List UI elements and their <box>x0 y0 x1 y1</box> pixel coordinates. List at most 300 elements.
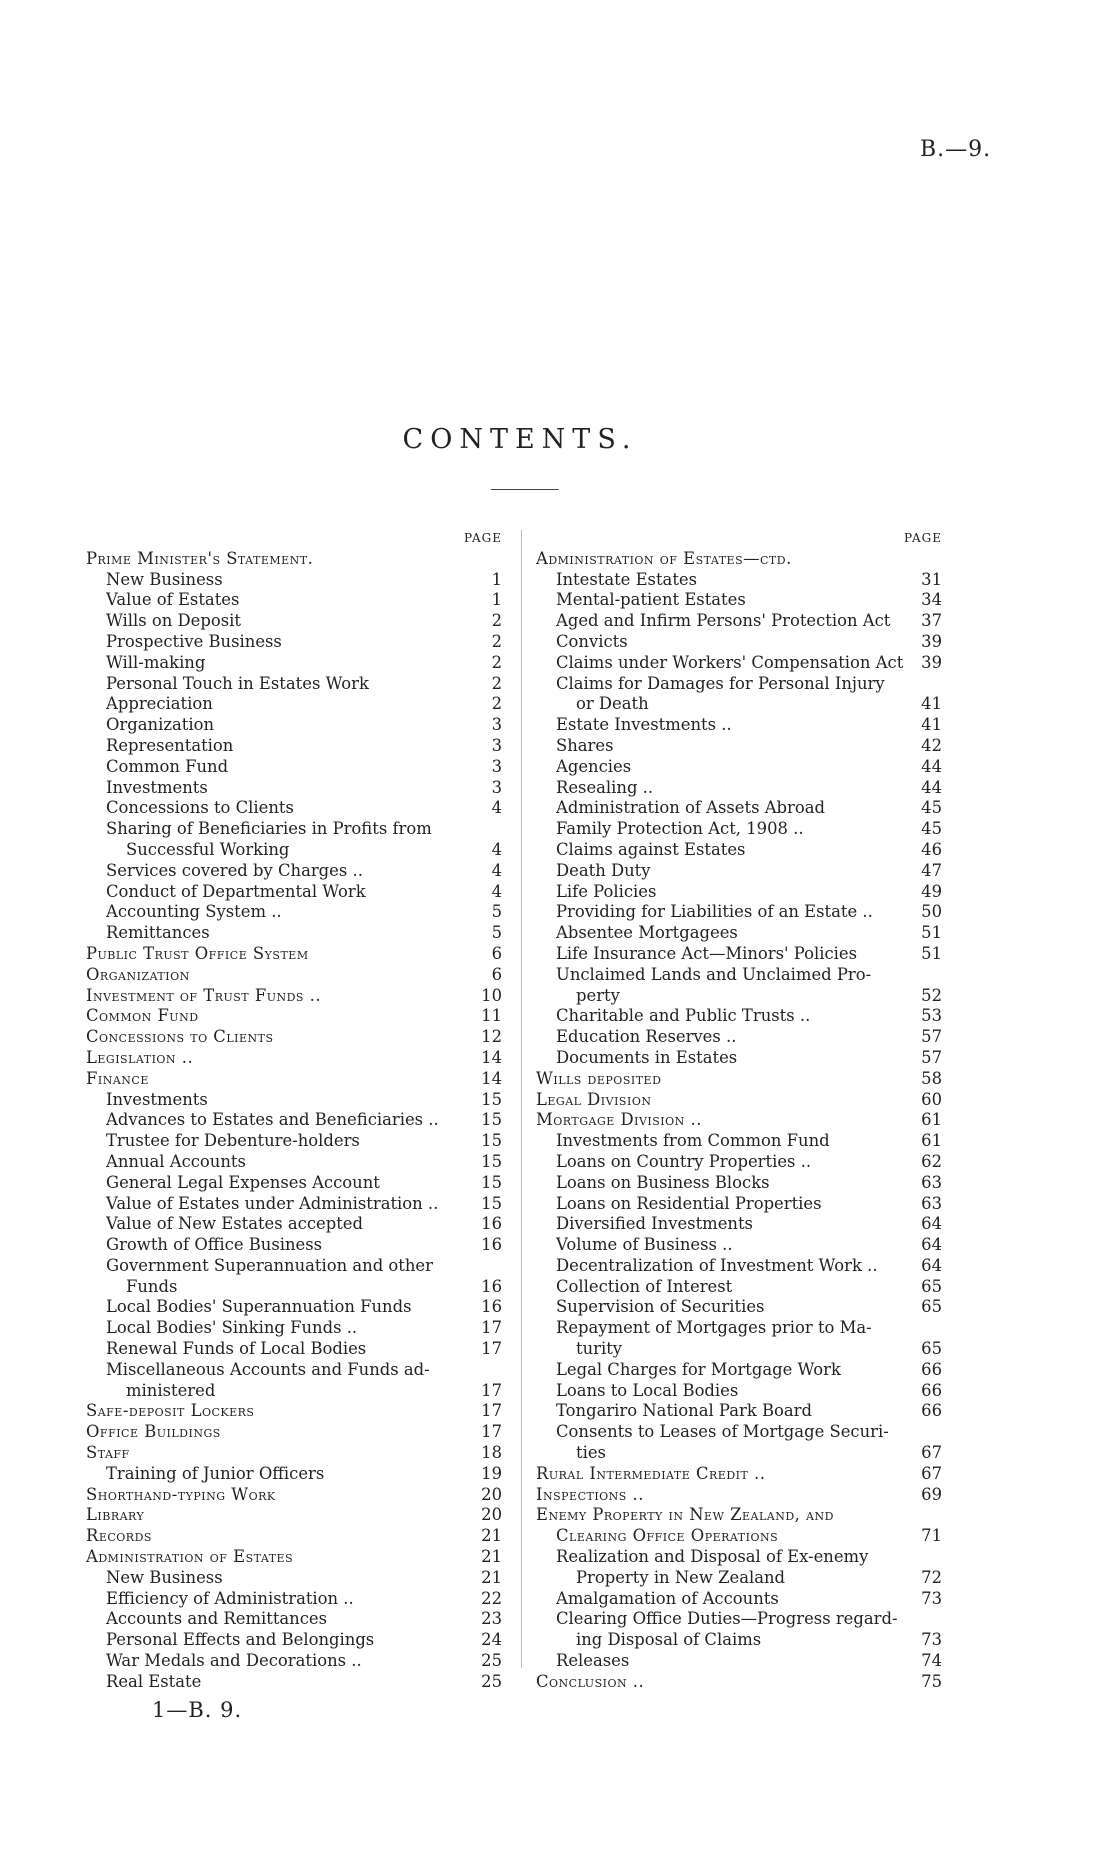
entry-page-number: 3 <box>491 735 502 755</box>
contents-entry <box>86 1048 502 1069</box>
contents-entry <box>86 1485 502 1506</box>
contents-entry <box>86 798 502 819</box>
entry-page-number: 72 <box>921 1567 942 1587</box>
entry-page-number: 1 <box>491 569 502 589</box>
entry-title: Records <box>86 1526 152 1546</box>
contents-entry <box>86 1401 502 1422</box>
entry-page-number: 63 <box>921 1193 942 1213</box>
entry-title: Repayment of Mortgages prior to Ma- <box>556 1318 872 1338</box>
contents-entry <box>536 1173 942 1194</box>
entry-page-number: 58 <box>921 1068 942 1088</box>
document-reference: B.—9. <box>920 137 992 162</box>
contents-entry <box>536 1464 942 1485</box>
contents-entry <box>536 1110 942 1131</box>
entry-page-number: 14 <box>481 1047 502 1067</box>
entry-title: Unclaimed Lands and Unclaimed Pro- <box>556 964 872 984</box>
contents-entry <box>536 882 942 903</box>
entry-page-number: 4 <box>491 881 502 901</box>
entry-page-number: 50 <box>921 902 942 922</box>
contents-entry <box>536 1214 942 1235</box>
entry-title: Growth of Office Business <box>106 1235 323 1255</box>
entry-page-number: 66 <box>921 1401 942 1421</box>
contents-entry <box>536 1090 942 1111</box>
entry-title: ministered <box>126 1380 216 1400</box>
contents-entry <box>86 611 502 632</box>
contents-entry <box>536 1672 942 1693</box>
entry-page-number: 52 <box>921 985 942 1005</box>
entry-page-number: 24 <box>481 1630 502 1650</box>
entry-title: Providing for Liabilities of an Estate .. <box>556 902 873 922</box>
entry-title: turity <box>576 1339 623 1359</box>
entry-page-number: 5 <box>491 923 502 943</box>
entry-title: Concessions to Clients <box>86 1027 274 1047</box>
entry-title: Personal Effects and Belongings <box>106 1630 375 1650</box>
entry-page-number: 10 <box>481 985 502 1005</box>
entry-title: Administration of Estates <box>86 1547 294 1567</box>
entry-page-number: 73 <box>921 1588 942 1608</box>
entry-page-number: 2 <box>491 652 502 672</box>
contents-entry <box>536 944 942 965</box>
entry-page-number: 22 <box>481 1588 502 1608</box>
contents-entry <box>536 902 942 923</box>
entry-page-number: 62 <box>921 1151 942 1171</box>
contents-entry <box>86 1630 502 1651</box>
entry-title: Absentee Mortgagees <box>556 923 738 943</box>
entry-title: Documents in Estates <box>556 1047 738 1067</box>
entry-page-number: 74 <box>921 1651 942 1671</box>
entry-page-number: 15 <box>481 1151 502 1171</box>
entry-title: Efficiency of Administration .. <box>106 1588 354 1608</box>
entry-page-number: 1 <box>491 590 502 610</box>
entry-title: Value of Estates <box>106 590 240 610</box>
entry-page-number: 2 <box>491 694 502 714</box>
contents-entry <box>86 1297 502 1318</box>
entry-page-number: 15 <box>481 1131 502 1151</box>
entry-title: Accounting System .. <box>106 902 282 922</box>
contents-entry <box>536 1401 942 1422</box>
contents-entry <box>536 1194 942 1215</box>
contents-entry <box>536 611 942 632</box>
contents-entry <box>536 1027 942 1048</box>
contents-entry <box>86 1651 502 1672</box>
entry-page-number: 18 <box>481 1443 502 1463</box>
entry-title: Resealing .. <box>556 777 654 797</box>
contents-entry <box>536 1443 942 1464</box>
contents-entry <box>86 1505 502 1526</box>
entry-page-number: 63 <box>921 1172 942 1192</box>
page-column-header: PAGE <box>904 531 942 545</box>
entry-page-number: 69 <box>921 1484 942 1504</box>
entry-title: General Legal Expenses Account <box>106 1172 380 1192</box>
contents-entry <box>86 840 502 861</box>
entry-title: Services covered by Charges .. <box>106 860 363 880</box>
entry-page-number: 17 <box>481 1422 502 1442</box>
entry-title: Investment of Trust Funds .. <box>86 985 322 1005</box>
contents-entry <box>86 1090 502 1111</box>
contents-entry <box>86 1339 502 1360</box>
entry-page-number: 15 <box>481 1193 502 1213</box>
contents-entry <box>536 1235 942 1256</box>
entry-title: Advances to Estates and Beneficiaries .. <box>106 1110 439 1130</box>
contents-entry <box>536 653 942 674</box>
entry-title: Loans on Country Properties .. <box>556 1151 812 1171</box>
entry-title: Government Superannuation and other <box>106 1255 433 1275</box>
entry-page-number: 41 <box>921 694 942 714</box>
entry-page-number: 12 <box>481 1027 502 1047</box>
column-divider <box>521 530 522 1668</box>
entry-page-number: 15 <box>481 1089 502 1109</box>
entry-title: Investments <box>106 1089 208 1109</box>
entry-title: ing Disposal of Claims <box>576 1630 762 1650</box>
contents-entry <box>86 1381 502 1402</box>
entry-page-number: 65 <box>921 1276 942 1296</box>
entry-page-number: 71 <box>921 1526 942 1546</box>
contents-entry <box>86 1526 502 1547</box>
contents-entry <box>536 549 942 570</box>
entry-title: Supervision of Securities <box>556 1297 765 1317</box>
entry-page-number: 21 <box>481 1526 502 1546</box>
entry-title: Loans on Business Blocks <box>556 1172 770 1192</box>
contents-entry <box>536 1547 942 1568</box>
contents-entry <box>86 1173 502 1194</box>
contents-entry <box>86 1027 502 1048</box>
entry-page-number: 25 <box>481 1651 502 1671</box>
entry-title: Common Fund <box>106 756 229 776</box>
entry-page-number: 31 <box>921 569 942 589</box>
title-rule <box>491 489 559 490</box>
contents-entry <box>536 1589 942 1610</box>
entry-page-number: 60 <box>921 1089 942 1109</box>
entry-page-number: 41 <box>921 715 942 735</box>
contents-entry <box>86 1589 502 1610</box>
entry-page-number: 17 <box>481 1339 502 1359</box>
entry-title: New Business <box>106 1567 223 1587</box>
entry-title: Aged and Infirm Persons' Protection Act <box>556 611 891 631</box>
contents-entry <box>536 736 942 757</box>
contents-entry <box>536 1277 942 1298</box>
entry-page-number: 2 <box>491 611 502 631</box>
contents-entry <box>536 1609 942 1630</box>
contents-entry <box>86 1214 502 1235</box>
entry-title: Claims under Workers' Compensation Act <box>556 652 904 672</box>
entry-page-number: 6 <box>491 964 502 984</box>
entry-page-number: 51 <box>921 923 942 943</box>
entry-title: Will-making <box>106 652 206 672</box>
entry-title: Loans on Residential Properties <box>556 1193 822 1213</box>
entry-page-number: 17 <box>481 1318 502 1338</box>
entry-title: Concessions to Clients <box>106 798 294 818</box>
contents-entry <box>86 653 502 674</box>
entry-page-number: 42 <box>921 735 942 755</box>
entry-page-number: 16 <box>481 1235 502 1255</box>
contents-entry <box>536 778 942 799</box>
entry-title: Organization <box>86 964 190 984</box>
contents-entry <box>536 1526 942 1547</box>
entry-title: New Business <box>106 569 223 589</box>
contents-entry <box>86 1256 502 1277</box>
entry-title: Wills on Deposit <box>106 611 241 631</box>
entry-title: Annual Accounts <box>106 1151 246 1171</box>
entry-page-number: 16 <box>481 1214 502 1234</box>
contents-entry <box>86 757 502 778</box>
contents-entry <box>86 902 502 923</box>
entry-page-number: 4 <box>491 860 502 880</box>
entry-page-number: 16 <box>481 1276 502 1296</box>
entry-title: Life Insurance Act—Minors' Policies <box>556 943 858 963</box>
contents-entry <box>536 861 942 882</box>
entry-page-number: 4 <box>491 798 502 818</box>
entry-page-number: 15 <box>481 1110 502 1130</box>
entry-title: Staff <box>86 1443 130 1463</box>
contents-entry <box>536 1048 942 1069</box>
entry-page-number: 15 <box>481 1172 502 1192</box>
contents-entry <box>86 819 502 840</box>
contents-entry <box>86 570 502 591</box>
entry-title: Real Estate <box>106 1671 202 1691</box>
contents-entry <box>536 1485 942 1506</box>
entry-page-number: 65 <box>921 1297 942 1317</box>
contents-column-right <box>536 528 942 1693</box>
contents-entry <box>86 1235 502 1256</box>
contents-entry <box>86 1672 502 1693</box>
entry-title: Remittances <box>106 923 210 943</box>
entry-title: Family Protection Act, 1908 .. <box>556 819 804 839</box>
entry-page-number: 3 <box>491 756 502 776</box>
contents-entry <box>536 1505 942 1526</box>
page-column-header: PAGE <box>464 531 502 545</box>
entry-page-number: 17 <box>481 1380 502 1400</box>
entry-page-number: 44 <box>921 756 942 776</box>
entry-page-number: 49 <box>921 881 942 901</box>
contents-entry <box>536 1131 942 1152</box>
entry-title: Organization <box>106 715 214 735</box>
entry-title: Clearing Office Duties—Progress regard- <box>556 1609 898 1629</box>
contents-entry <box>86 1464 502 1485</box>
contents-entry <box>86 715 502 736</box>
entry-title: Training of Junior Officers <box>106 1463 325 1483</box>
entry-page-number: 3 <box>491 715 502 735</box>
entry-title: Investments <box>106 777 208 797</box>
entry-title: Property in New Zealand <box>576 1567 786 1587</box>
entry-page-number: 46 <box>921 839 942 859</box>
contents-entry <box>86 778 502 799</box>
entry-title: Claims against Estates <box>556 839 746 859</box>
contents-title: CONTENTS. <box>402 424 638 455</box>
page-column-header-row <box>536 528 942 549</box>
entry-page-number: 57 <box>921 1047 942 1067</box>
contents-entry <box>86 923 502 944</box>
contents-entry <box>536 1006 942 1027</box>
entry-page-number: 53 <box>921 1006 942 1026</box>
contents-entry <box>536 1256 942 1277</box>
entry-page-number: 61 <box>921 1110 942 1130</box>
entry-title: Legislation .. <box>86 1047 194 1067</box>
entry-title: Collection of Interest <box>556 1276 733 1296</box>
entry-page-number: 2 <box>491 673 502 693</box>
entry-page-number: 66 <box>921 1380 942 1400</box>
entry-title: Realization and Disposal of Ex-enemy <box>556 1547 869 1567</box>
entry-title: Investments from Common Fund <box>556 1131 830 1151</box>
entry-title: Legal Charges for Mortgage Work <box>556 1359 841 1379</box>
entry-title: Renewal Funds of Local Bodies <box>106 1339 367 1359</box>
entry-title: Miscellaneous Accounts and Funds ad- <box>106 1359 430 1379</box>
entry-title: Life Policies <box>556 881 657 901</box>
contents-entry <box>86 674 502 695</box>
contents-entry <box>86 590 502 611</box>
entry-page-number: 64 <box>921 1235 942 1255</box>
contents-entry <box>86 632 502 653</box>
entry-title: Personal Touch in Estates Work <box>106 673 369 693</box>
contents-column-left <box>86 528 502 1693</box>
entry-title: Rural Intermediate Credit .. <box>536 1463 766 1483</box>
entry-page-number: 45 <box>921 819 942 839</box>
contents-entry <box>536 1630 942 1651</box>
entry-title: Shorthand-typing Work <box>86 1484 276 1504</box>
entry-title: Releases <box>556 1651 630 1671</box>
contents-entry <box>86 1318 502 1339</box>
entry-title: Inspections .. <box>536 1484 644 1504</box>
contents-entry <box>536 965 942 986</box>
contents-entry <box>536 674 942 695</box>
entry-title: Finance <box>86 1068 149 1088</box>
entry-title: Administration of Estates—ctd. <box>536 548 792 568</box>
contents-entry <box>86 736 502 757</box>
entry-title: Consents to Leases of Mortgage Securi- <box>556 1422 889 1442</box>
contents-entry <box>86 1422 502 1443</box>
contents-entry <box>86 861 502 882</box>
entry-page-number: 73 <box>921 1630 942 1650</box>
entry-page-number: 16 <box>481 1297 502 1317</box>
entry-page-number: 3 <box>491 777 502 797</box>
contents-entry <box>86 1131 502 1152</box>
entry-page-number: 67 <box>921 1463 942 1483</box>
entry-title: Library <box>86 1505 145 1525</box>
entry-title: Amalgamation of Accounts <box>556 1588 779 1608</box>
entry-title: Decentralization of Investment Work .. <box>556 1255 878 1275</box>
page-signature: 1—B. 9. <box>152 1698 243 1722</box>
contents-entry <box>86 1609 502 1630</box>
entry-title: perty <box>576 985 620 1005</box>
entry-title: Clearing Office Operations <box>556 1526 779 1546</box>
entry-title: Diversified Investments <box>556 1214 753 1234</box>
contents-entry <box>536 1069 942 1090</box>
entry-page-number: 5 <box>491 902 502 922</box>
entry-page-number: 64 <box>921 1255 942 1275</box>
entry-title: Shares <box>556 735 614 755</box>
entry-title: Enemy Property in New Zealand, and <box>536 1505 834 1525</box>
entry-page-number: 25 <box>481 1671 502 1691</box>
contents-entry <box>536 632 942 653</box>
contents-entry <box>536 1422 942 1443</box>
entry-title: or Death <box>576 694 649 714</box>
entry-title: Representation <box>106 735 234 755</box>
contents-entry <box>536 1297 942 1318</box>
entry-title: Convicts <box>556 631 628 651</box>
entry-page-number: 19 <box>481 1463 502 1483</box>
contents-entry <box>86 882 502 903</box>
entry-page-number: 21 <box>481 1547 502 1567</box>
entry-title: Volume of Business .. <box>556 1235 733 1255</box>
entry-title: Loans to Local Bodies <box>556 1380 739 1400</box>
entry-title: Intestate Estates <box>556 569 698 589</box>
entry-page-number: 11 <box>481 1006 502 1026</box>
contents-entry <box>536 570 942 591</box>
entry-page-number: 57 <box>921 1027 942 1047</box>
contents-entry <box>86 1069 502 1090</box>
entry-page-number: 65 <box>921 1339 942 1359</box>
entry-page-number: 20 <box>481 1505 502 1525</box>
entry-title: Value of Estates under Administration .. <box>106 1193 439 1213</box>
entry-title: Education Reserves .. <box>556 1027 737 1047</box>
contents-entry <box>86 944 502 965</box>
contents-entry <box>536 819 942 840</box>
entry-title: Safe-deposit Lockers <box>86 1401 255 1421</box>
contents-entry <box>86 549 502 570</box>
entry-page-number: 14 <box>481 1068 502 1088</box>
contents-entry <box>536 1318 942 1339</box>
contents-entry <box>86 694 502 715</box>
contents-entry <box>86 1152 502 1173</box>
entry-title: Trustee for Debenture-holders <box>106 1131 360 1151</box>
contents-entry <box>86 986 502 1007</box>
contents-entry <box>536 1339 942 1360</box>
contents-entry <box>536 798 942 819</box>
entry-title: Claims for Damages for Personal Injury <box>556 673 885 693</box>
entry-page-number: 44 <box>921 777 942 797</box>
entry-page-number: 51 <box>921 943 942 963</box>
contents-entry <box>536 1360 942 1381</box>
entry-title: Conduct of Departmental Work <box>106 881 366 901</box>
entry-page-number: 66 <box>921 1359 942 1379</box>
contents-entry <box>536 923 942 944</box>
entry-title: Mortgage Division .. <box>536 1110 702 1130</box>
contents-entry <box>536 840 942 861</box>
entry-title: Appreciation <box>106 694 213 714</box>
entry-page-number: 75 <box>921 1671 942 1691</box>
entry-title: Sharing of Beneficiaries in Profits from <box>106 819 432 839</box>
entry-title: Local Bodies' Sinking Funds .. <box>106 1318 358 1338</box>
entry-page-number: 67 <box>921 1443 942 1463</box>
contents-entry <box>536 757 942 778</box>
entry-page-number: 17 <box>481 1401 502 1421</box>
entry-title: Legal Division <box>536 1089 652 1109</box>
page-column-header-row <box>86 528 502 549</box>
entry-page-number: 20 <box>481 1484 502 1504</box>
entry-title: Accounts and Remittances <box>106 1609 328 1629</box>
contents-entry <box>86 1194 502 1215</box>
entry-page-number: 4 <box>491 839 502 859</box>
entry-title: War Medals and Decorations .. <box>106 1651 362 1671</box>
entry-page-number: 37 <box>921 611 942 631</box>
entry-page-number: 45 <box>921 798 942 818</box>
contents-entry <box>536 1568 942 1589</box>
entry-title: Funds <box>126 1276 178 1296</box>
contents-entry <box>536 1152 942 1173</box>
entry-title: ties <box>576 1443 606 1463</box>
entry-title: Public Trust Office System <box>86 943 309 963</box>
entry-title: Value of New Estates accepted <box>106 1214 363 1234</box>
entry-title: Wills deposited <box>536 1068 662 1088</box>
entry-page-number: 39 <box>921 652 942 672</box>
entry-title: Common Fund <box>86 1006 199 1026</box>
contents-entry <box>536 715 942 736</box>
contents-entry <box>536 590 942 611</box>
contents-entry <box>86 1360 502 1381</box>
contents-entry <box>86 1277 502 1298</box>
contents-entry <box>536 1651 942 1672</box>
entry-title: Tongariro National Park Board <box>556 1401 812 1421</box>
entry-page-number: 47 <box>921 860 942 880</box>
